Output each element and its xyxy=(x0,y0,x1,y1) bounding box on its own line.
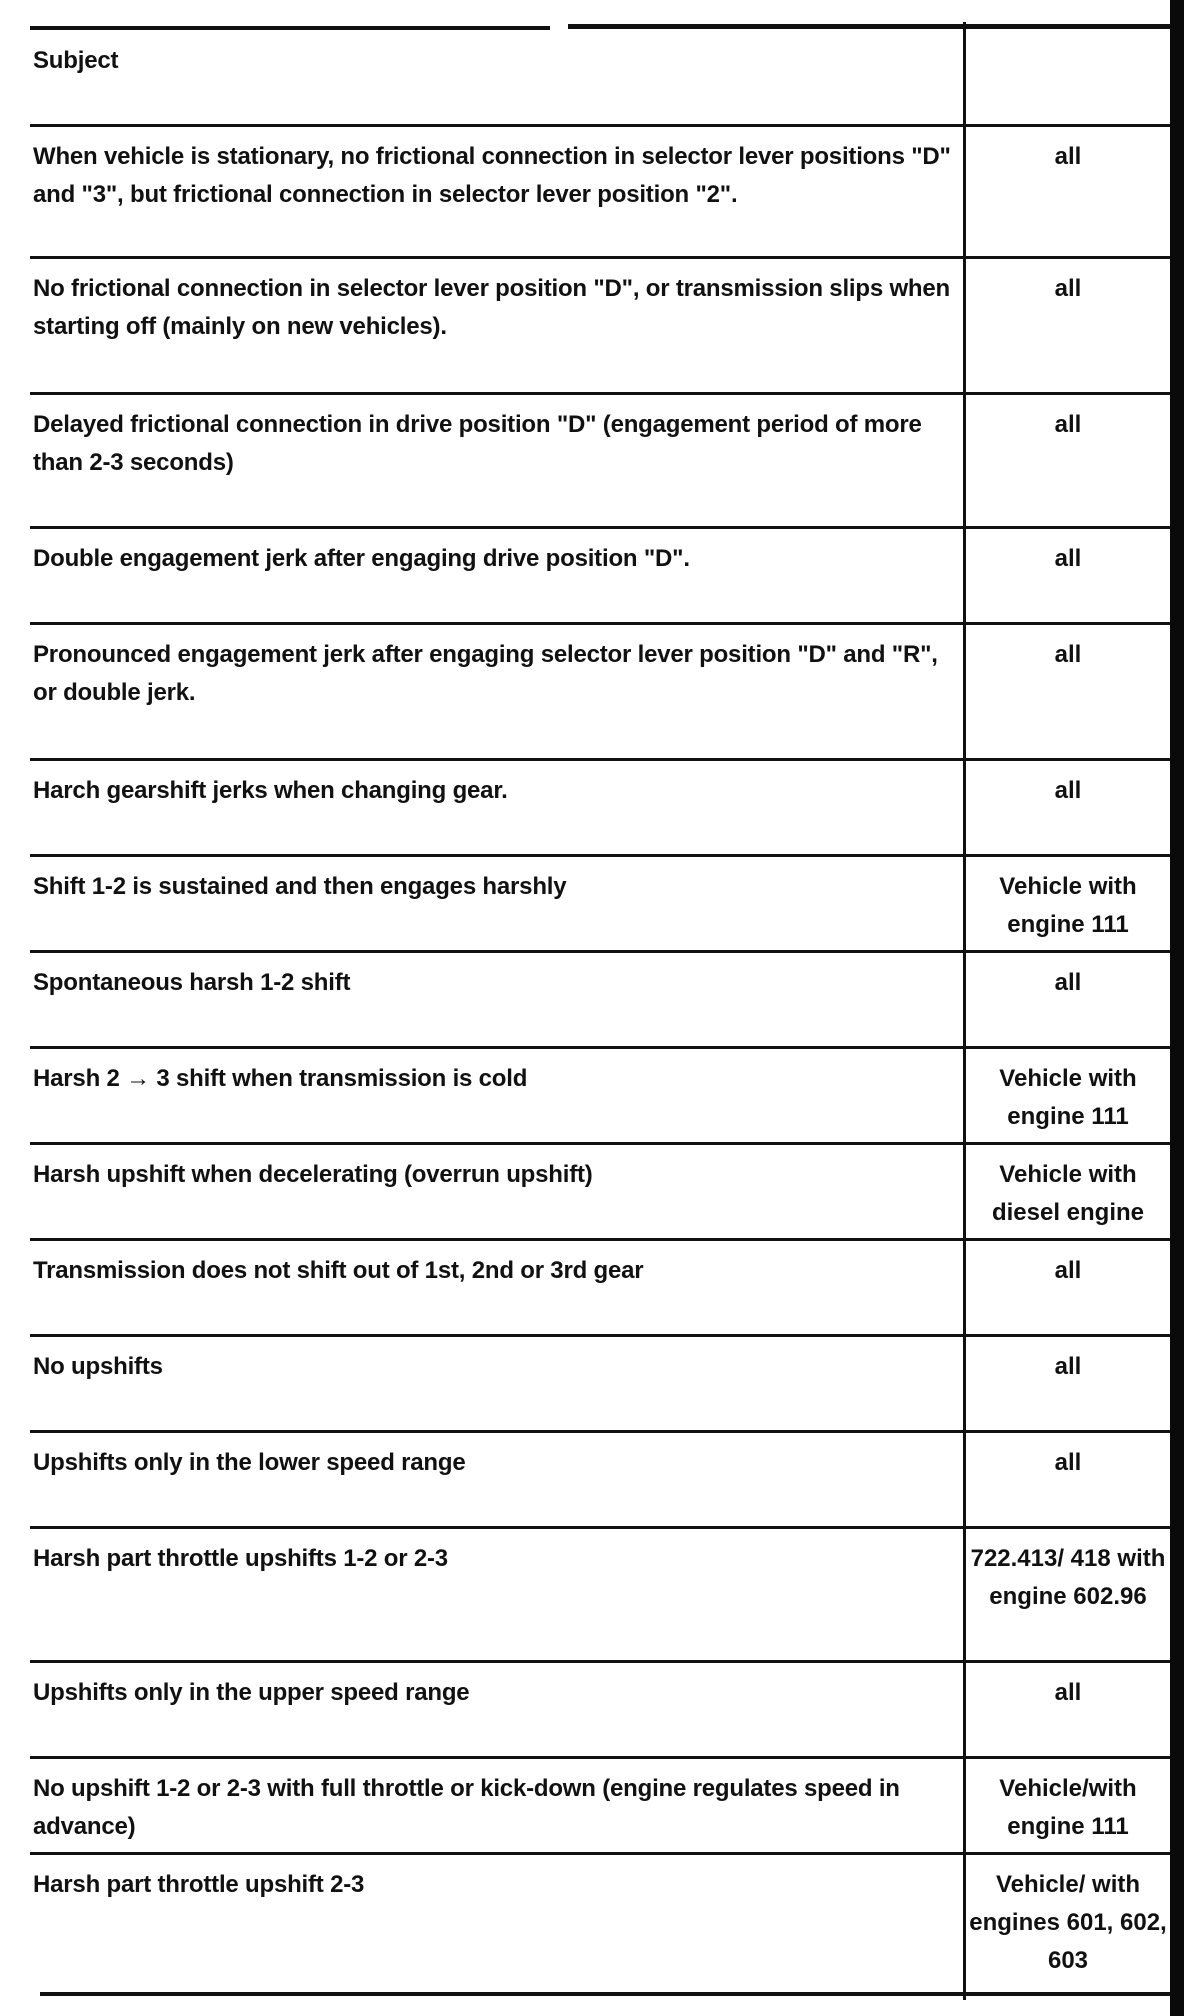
row-applies: all xyxy=(1054,1679,1082,1706)
row-applies: all xyxy=(1054,969,1082,996)
row-divider xyxy=(30,526,1170,529)
row-subject: Spontaneous harsh 1-2 shift xyxy=(33,969,351,996)
row-subject: Upshifts only in the lower speed range xyxy=(33,1449,466,1476)
table-row xyxy=(30,1660,1170,1756)
table-row xyxy=(30,1142,1170,1238)
row-applies: Vehicle with diesel engine xyxy=(991,1161,1145,1226)
row-subject: Transmission does not shift out of 1st, 2nd or 3rd gear xyxy=(33,1257,644,1284)
row-divider xyxy=(30,1852,1170,1855)
row-applies: Vehicle/with engine 111 xyxy=(999,1775,1137,1840)
row-divider xyxy=(30,1430,1170,1433)
row-divider xyxy=(30,1238,1170,1241)
table-row xyxy=(30,1238,1170,1334)
row-applies: Vehicle with engine 111 xyxy=(999,873,1137,938)
table-row xyxy=(30,256,1170,392)
row-subject: Harch gearshift jerks when changing gear. xyxy=(33,777,508,804)
row-divider xyxy=(30,392,1170,395)
row-applies: all xyxy=(1054,143,1082,170)
table-row xyxy=(30,758,1170,854)
table-row xyxy=(30,622,1170,758)
row-divider xyxy=(30,1526,1170,1529)
table-row xyxy=(30,1430,1170,1526)
row-applies: Vehicle with engine 111 xyxy=(999,1065,1137,1130)
row-subject: Harsh 2 → 3 shift when transmission is cold xyxy=(33,1065,528,1092)
row-divider xyxy=(30,950,1170,953)
table-row xyxy=(30,950,1170,1046)
row-subject: No frictional connection in selector lever position "D", or transmission slips when starting off (mainly on new vehicles). xyxy=(33,275,950,340)
table-row xyxy=(30,1526,1170,1660)
table-row xyxy=(30,854,1170,950)
top-rule xyxy=(568,24,1184,29)
column-divider xyxy=(963,22,966,2000)
row-divider xyxy=(30,1660,1170,1663)
scan-edge xyxy=(1170,0,1184,2016)
table-row xyxy=(30,1852,1170,1992)
row-subject: When vehicle is stationary, no frictional connection in selector lever positions "D" and "3", but frictional connection in selector lever position "2". xyxy=(33,143,951,208)
bottom-rule xyxy=(40,1992,1170,1996)
table-row xyxy=(30,1334,1170,1430)
row-divider xyxy=(30,1046,1170,1049)
table-row xyxy=(30,392,1170,526)
row-applies: all xyxy=(1054,1353,1082,1380)
row-applies: all xyxy=(1054,1449,1082,1476)
row-divider xyxy=(30,758,1170,761)
row-subject: Harsh part throttle upshifts 1-2 or 2-3 xyxy=(33,1545,448,1572)
row-subject: No upshifts xyxy=(33,1353,163,1380)
table-row xyxy=(30,1756,1170,1852)
row-applies: all xyxy=(1054,545,1082,572)
row-divider xyxy=(30,854,1170,857)
row-applies: Vehicle/ with engines 601, 602, 603 xyxy=(969,1871,1167,1974)
column-header-subject: Subject xyxy=(33,47,119,74)
row-subject: Harsh upshift when decelerating (overrun upshift) xyxy=(33,1161,593,1188)
row-applies: all xyxy=(1054,641,1082,668)
row-subject: Harsh part throttle upshift 2-3 xyxy=(33,1871,365,1898)
top-rule xyxy=(30,26,550,30)
row-subject: No upshift 1-2 or 2-3 with full throttle or kick-down (engine regulates speed in advance) xyxy=(33,1775,900,1840)
row-divider xyxy=(30,1756,1170,1759)
row-divider xyxy=(30,256,1170,259)
row-subject: Upshifts only in the upper speed range xyxy=(33,1679,470,1706)
row-subject: Double engagement jerk after engaging drive position "D". xyxy=(33,545,690,572)
row-subject: Pronounced engagement jerk after engaging selector lever position "D" and "R", or double jerk. xyxy=(33,641,938,706)
row-divider xyxy=(30,124,1170,127)
row-divider xyxy=(30,1142,1170,1145)
row-divider xyxy=(30,1334,1170,1337)
table-row xyxy=(30,124,1170,256)
row-applies: 722.413/ 418 with engine 602.96 xyxy=(970,1545,1166,1610)
table-row xyxy=(30,1046,1170,1142)
row-applies: all xyxy=(1054,275,1082,302)
row-applies: all xyxy=(1054,777,1082,804)
row-subject: Delayed frictional connection in drive position "D" (engagement period of more than 2-3 seconds) xyxy=(33,411,922,476)
row-divider xyxy=(30,622,1170,625)
table-header xyxy=(30,40,1170,126)
row-subject: Shift 1-2 is sustained and then engages harshly xyxy=(33,873,567,900)
row-applies: all xyxy=(1054,1257,1082,1284)
row-applies: all xyxy=(1054,411,1082,438)
table-row xyxy=(30,526,1170,622)
